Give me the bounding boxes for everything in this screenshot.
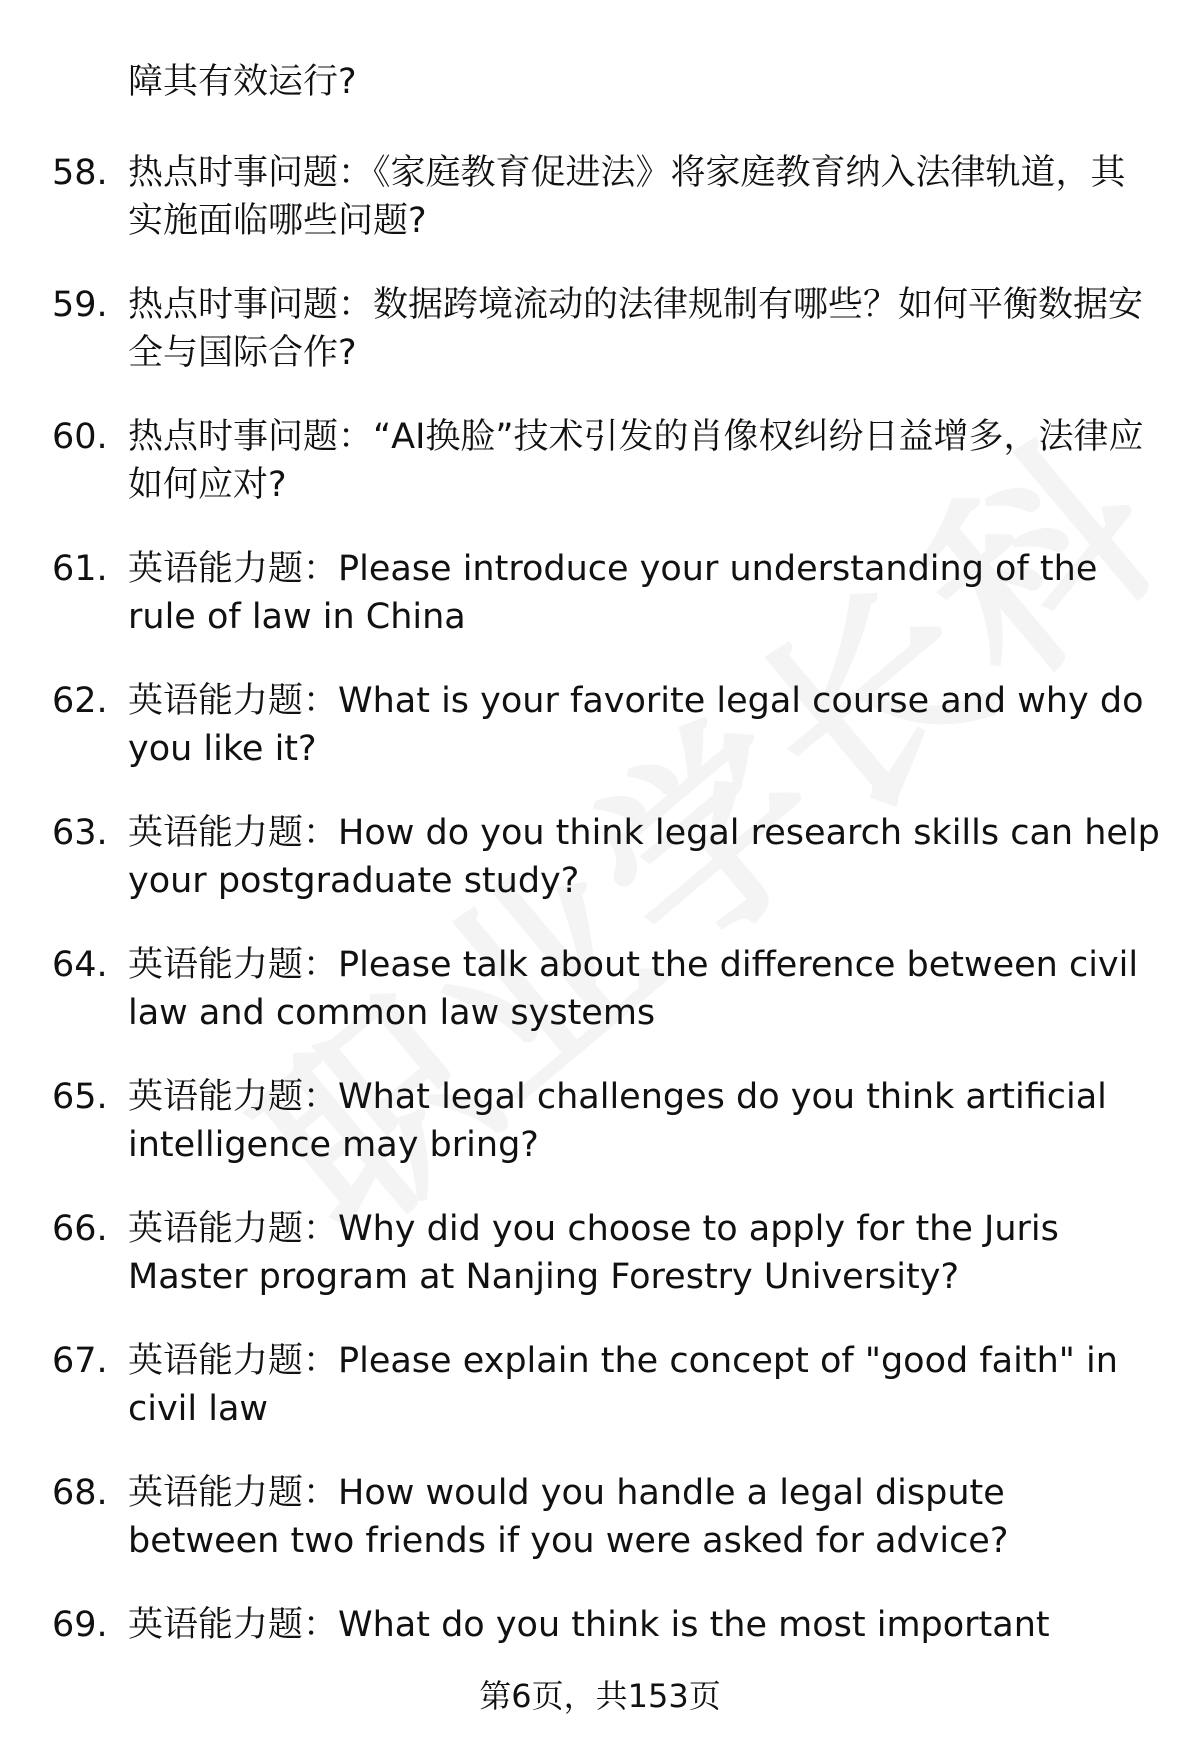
question-item (0, 1469, 1200, 1565)
question-text: 热点时事问题：“AI换脸”技术引发的肖像权纠纷日益增多，法律应如何应对? (128, 417, 1144, 505)
question-number: 65. (52, 1077, 108, 1117)
question-item (0, 413, 1200, 509)
question-list (0, 58, 1200, 1733)
question-item (0, 809, 1200, 905)
question-number: 67. (52, 1341, 108, 1381)
question-item (0, 677, 1200, 773)
question-item (0, 1205, 1200, 1301)
question-number: 69. (52, 1605, 108, 1645)
question-number: 61. (52, 549, 108, 589)
question-text: 英语能力题：What is your favorite legal course and why do you like it? (128, 681, 1144, 769)
question-text: 英语能力题：What do you think is the most important (128, 1605, 1050, 1645)
question-number: 66. (52, 1209, 108, 1249)
question-text: 英语能力题：Why did you choose to apply for the Juris Master program at Nanjing Forestry University? (128, 1209, 1059, 1297)
question-item (0, 1337, 1200, 1433)
question-number: 64. (52, 945, 108, 985)
continuation-text: 障其有效运行? (128, 62, 357, 102)
question-number: 62. (52, 681, 108, 721)
question-text: 热点时事问题：数据跨境流动的法律规制有哪些？如何平衡数据安全与国际合作? (128, 285, 1144, 373)
question-text: 英语能力题：Please talk about the difference between civil law and common law systems (128, 945, 1139, 1033)
question-number: 63. (52, 813, 108, 853)
question-text: 英语能力题：Please introduce your understanding of the rule of law in China (128, 549, 1098, 637)
question-item (0, 149, 1200, 245)
question-text: 热点时事问题：《家庭教育促进法》将家庭教育纳入法律轨道，其实施面临哪些问题? (128, 153, 1126, 241)
question-item (0, 941, 1200, 1037)
question-text: 英语能力题：How do you think legal research skills can help your postgraduate study? (128, 813, 1160, 901)
question-number: 60. (52, 417, 108, 457)
question-text: 英语能力题：How would you handle a legal dispute between two friends if you were asked for advice? (128, 1473, 1009, 1561)
question-item (0, 1073, 1200, 1169)
question-item (0, 545, 1200, 641)
question-number: 58. (52, 153, 108, 193)
question-number: 59. (52, 285, 108, 325)
question-text: 英语能力题：What legal challenges do you think artificial intelligence may bring? (128, 1077, 1107, 1165)
question-text: 英语能力题：Please explain the concept of "good faith" in civil law (128, 1341, 1118, 1429)
question-item (0, 281, 1200, 377)
page-footer: 第6页，共153页 (479, 1677, 721, 1715)
question-number: 68. (52, 1473, 108, 1513)
